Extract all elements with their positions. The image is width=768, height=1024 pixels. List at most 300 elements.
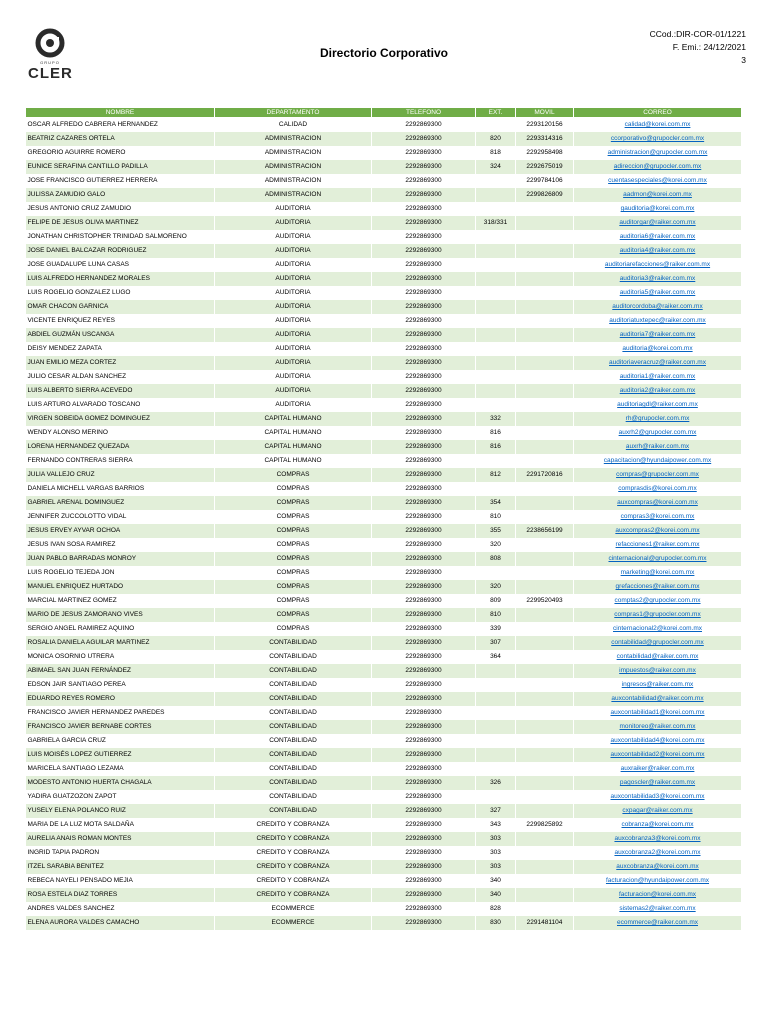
cell-name: REBECA NAYELI PENSADO MEJIA [26,874,215,888]
cell-phone: 2292869300 [372,188,476,202]
cell-email-link[interactable]: auditorcordoba@raiker.com.mx [574,300,742,314]
document-meta [650,28,746,67]
cell-name: JESUS IVAN SOSA RAMIREZ [26,538,215,552]
cell-department: AUDITORIA [215,300,372,314]
cell-email-link[interactable]: auditoria3@raiker.com.mx [574,272,742,286]
cell-extension: 820 [476,132,516,146]
cell-phone: 2292869300 [372,552,476,566]
cell-mobile [516,216,574,230]
cell-department: COMPRAS [215,594,372,608]
cell-extension [476,384,516,398]
cell-email-link[interactable]: pagoscler@raiker.com.mx [574,776,742,790]
table-row [26,888,742,902]
cell-mobile [516,622,574,636]
cell-phone: 2292869300 [372,776,476,790]
cell-phone: 2292869300 [372,230,476,244]
cell-phone: 2292869300 [372,146,476,160]
cell-phone: 2292869300 [372,272,476,286]
cell-mobile: 2293314316 [516,132,574,146]
cell-department: CONTABILIDAD [215,664,372,678]
table-row [26,160,742,174]
table-row [26,426,742,440]
table-row [26,398,742,412]
cell-mobile [516,496,574,510]
cell-name: VICENTE ENRIQUEZ REYES [26,314,215,328]
cell-name: JULISSA ZAMUDIO GALO [26,188,215,202]
cell-department: COMPRAS [215,580,372,594]
table-row [26,496,742,510]
cell-phone: 2292869300 [372,706,476,720]
cell-extension [476,454,516,468]
cell-department: CREDITO Y COBRANZA [215,846,372,860]
cell-phone: 2292869300 [372,860,476,874]
cell-extension: 326 [476,776,516,790]
cell-email-link[interactable]: auditoriagdl@raiker.com.mx [574,398,742,412]
cell-name: GABRIEL ARENAL DOMINGUEZ [26,496,215,510]
cell-department: AUDITORIA [215,272,372,286]
cell-email-link[interactable]: auditoria1@raiker.com.mx [574,370,742,384]
column-header-telefono: TELEFONO [372,108,476,118]
cell-name: OMAR CHACON GARNICA [26,300,215,314]
cell-email-link[interactable]: impuestos@raiker.com.mx [574,664,742,678]
table-row [26,762,742,776]
cell-name: YADIRA GUATZOZON ZAPOT [26,790,215,804]
cell-extension [476,230,516,244]
cell-name: MARICELA SANTIAGO LEZAMA [26,762,215,776]
table-row [26,300,742,314]
cell-email-link[interactable]: contabilidad@grupocler.com.mx [574,636,742,650]
cell-name: MARIO DE JESUS ZAMORANO VIVES [26,608,215,622]
cell-email-link[interactable]: comptas2@grupocler.com.mx [574,594,742,608]
cell-email-link[interactable]: facturacion@korei.com.mx [574,888,742,902]
cell-phone: 2292869300 [372,384,476,398]
cell-email-link[interactable]: auxcontabilidad2@korei.com.mx [574,748,742,762]
cell-name: LUIS ALBERTO SIERRA ACEVEDO [26,384,215,398]
column-header-correo: CORREO [574,108,742,118]
cell-extension [476,762,516,776]
cell-email-link[interactable]: refacciones1@raiker.com.mx [574,538,742,552]
cell-name: LUIS ROGELIO GONZALEZ LUGO [26,286,215,300]
cell-department: COMPRAS [215,510,372,524]
cell-email-link[interactable]: auxcontabilidad1@korei.com.mx [574,706,742,720]
cell-email-link[interactable]: cxpagar@raiker.com.mx [574,804,742,818]
cell-extension [476,356,516,370]
cell-department: CONTABILIDAD [215,636,372,650]
cell-extension: 303 [476,860,516,874]
cell-mobile: 2292958498 [516,146,574,160]
cell-extension: 332 [476,412,516,426]
table-row [26,440,742,454]
cell-department: CONTABILIDAD [215,776,372,790]
table-row [26,874,742,888]
cell-mobile [516,398,574,412]
cell-email-link[interactable]: auditoriarefacciones@raiker.com.mx [574,258,742,272]
cell-phone: 2292869300 [372,678,476,692]
cell-department: CREDITO Y COBRANZA [215,860,372,874]
cell-phone: 2292869300 [372,664,476,678]
table-row [26,860,742,874]
cell-mobile [516,510,574,524]
cell-email-link[interactable]: comprasdis@korei.com.mx [574,482,742,496]
cell-department: AUDITORIA [215,244,372,258]
cell-department: ADMINISTRACION [215,160,372,174]
column-header-departamento: DEPARTAMENTO [215,108,372,118]
cell-email-link[interactable]: grefacciones@raiker.com.mx [574,580,742,594]
table-row [26,510,742,524]
cell-mobile: 2291481104 [516,916,574,930]
table-row [26,132,742,146]
cell-name: ITZEL SARABIA BENITEZ [26,860,215,874]
cell-department: CREDITO Y COBRANZA [215,832,372,846]
cell-name: INGRID TAPIA PADRON [26,846,215,860]
cell-email-link[interactable]: ecommerce@raiker.com.mx [574,916,742,930]
table-row [26,412,742,426]
cell-mobile [516,272,574,286]
cell-phone: 2292869300 [372,510,476,524]
cell-email-link[interactable]: auditoria7@raiker.com.mx [574,328,742,342]
cell-email-link[interactable]: compras3@korei.com.mx [574,510,742,524]
cell-email-link[interactable]: auxcobranza2@korei.com.mx [574,846,742,860]
cell-phone: 2292869300 [372,202,476,216]
cell-email-link[interactable]: auditoria2@raiker.com.mx [574,384,742,398]
cell-phone: 2292869300 [372,496,476,510]
cell-email-link[interactable]: auxraiker@raiker.com.mx [574,762,742,776]
table-row [26,188,742,202]
cell-phone: 2292869300 [372,734,476,748]
cell-extension [476,328,516,342]
cell-name: JULIA VALLEJO CRUZ [26,468,215,482]
table-row [26,734,742,748]
cell-department: AUDITORIA [215,328,372,342]
table-row [26,622,742,636]
cell-email-link[interactable]: auxcontabilidad3@korei.com.mx [574,790,742,804]
cell-email-link[interactable]: contabilidad@raiker.com.mx [574,650,742,664]
cell-extension: 810 [476,608,516,622]
cell-email-link[interactable]: auxcobranza3@korei.com.mx [574,832,742,846]
cell-email-link[interactable]: aadmon@korei.com.mx [574,188,742,202]
cell-phone: 2292869300 [372,482,476,496]
table-row [26,146,742,160]
cell-name: LORENA HERNANDEZ QUEZADA [26,440,215,454]
cell-email-link[interactable]: cobranza@korei.com.mx [574,818,742,832]
cell-name: BEATRIZ CAZARES ORTELA [26,132,215,146]
cell-mobile [516,384,574,398]
column-header-movil: MOVIL [516,108,574,118]
cell-phone: 2292869300 [372,818,476,832]
cell-name: JESUS ANTONIO CRUZ ZAMUDIO [26,202,215,216]
table-row [26,524,742,538]
table-row [26,384,742,398]
cell-phone: 2292869300 [372,300,476,314]
cell-department: COMPRAS [215,538,372,552]
table-header-row [26,108,742,118]
cell-extension: 320 [476,580,516,594]
cell-department: CREDITO Y COBRANZA [215,874,372,888]
cell-email-link[interactable]: auxrh@raiker.com.mx [574,440,742,454]
cell-mobile [516,692,574,706]
cell-name: EUNICE SERAFINA CANTILLO PADILLA [26,160,215,174]
cell-extension [476,748,516,762]
cell-email-link[interactable]: monitoreo@raiker.com.mx [574,720,742,734]
cell-name: SERGIO ANGEL RAMIREZ AQUINO [26,622,215,636]
cell-department: AUDITORIA [215,384,372,398]
table-row [26,608,742,622]
cell-phone: 2292869300 [372,762,476,776]
cell-department: COMPRAS [215,496,372,510]
cell-mobile: 2299825892 [516,818,574,832]
table-row [26,650,742,664]
cell-name: OSCAR ALFREDO CABRERA HERNANDEZ [26,118,215,133]
cell-email-link[interactable]: facturacion@hyundaipower.com.mx [574,874,742,888]
cell-email-link[interactable]: cinternacional2@korei.com.mx [574,622,742,636]
cell-phone: 2292869300 [372,426,476,440]
table-row [26,594,742,608]
cell-department: CONTABILIDAD [215,650,372,664]
cell-phone: 2292869300 [372,286,476,300]
cell-phone: 2292869300 [372,370,476,384]
cell-name: LUIS ARTURO ALVARADO TOSCANO [26,398,215,412]
cell-mobile: 2299784106 [516,174,574,188]
cell-phone: 2292869300 [372,356,476,370]
cell-email-link[interactable]: compras@grupocler.com.mx [574,468,742,482]
cell-name: FERNANDO CONTRERAS SIERRA [26,454,215,468]
table-row [26,216,742,230]
cell-department: ADMINISTRACION [215,132,372,146]
cell-name: MANUEL ENRIQUEZ HURTADO [26,580,215,594]
cell-email-link[interactable]: auditoria6@raiker.com.mx [574,230,742,244]
table-row [26,580,742,594]
table-row [26,664,742,678]
table-row [26,118,742,133]
cell-department: AUDITORIA [215,398,372,412]
cell-extension [476,202,516,216]
cell-mobile [516,300,574,314]
cell-email-link[interactable]: cinternacional@grupocler.com.mx [574,552,742,566]
cell-department: CAPITAL HUMANO [215,412,372,426]
cell-phone: 2292869300 [372,902,476,916]
cell-mobile [516,440,574,454]
table-body [26,118,742,931]
cell-extension: 810 [476,510,516,524]
cell-email-link[interactable]: auxcompras2@korei.com.mx [574,524,742,538]
cell-mobile [516,832,574,846]
cell-department: COMPRAS [215,482,372,496]
cell-extension: 830 [476,916,516,930]
cell-email-link[interactable]: auditoria5@raiker.com.mx [574,286,742,300]
table-row [26,846,742,860]
cell-extension: 340 [476,888,516,902]
cell-extension [476,678,516,692]
cell-phone: 2292869300 [372,566,476,580]
cell-email-link[interactable]: auditoriaveracruz@raiker.com.mx [574,356,742,370]
table-row [26,174,742,188]
table-row [26,272,742,286]
cell-email-link[interactable]: cuentasespeciales@korei.com.mx [574,174,742,188]
cell-phone: 2292869300 [372,790,476,804]
cell-department: CAPITAL HUMANO [215,454,372,468]
cell-department: AUDITORIA [215,230,372,244]
cell-extension [476,692,516,706]
cell-extension: 303 [476,832,516,846]
cell-name: EDSON JAIR SANTIAGO PEREA [26,678,215,692]
cell-name: ABIMAEL SAN JUAN FERNÁNDEZ [26,664,215,678]
cell-email-link[interactable]: auditoria@korei.com.mx [574,342,742,356]
cell-email-link[interactable]: adireccion@grupocler.com.mx [574,160,742,174]
cell-extension: 327 [476,804,516,818]
cell-department: AUDITORIA [215,258,372,272]
cell-mobile [516,720,574,734]
cell-mobile [516,762,574,776]
cell-name: DANIELA MICHELL VARGAS BARRIOS [26,482,215,496]
cell-department: CONTABILIDAD [215,748,372,762]
cell-email-link[interactable]: marketing@korei.com.mx [574,566,742,580]
cell-department: COMPRAS [215,608,372,622]
cell-email-link[interactable]: gauditoria@korei.com.mx [574,202,742,216]
cell-mobile [516,776,574,790]
cell-department: AUDITORIA [215,314,372,328]
table-row [26,832,742,846]
cell-name: ROSA ESTELA DIAZ TORRES [26,888,215,902]
cell-email-link[interactable]: auditoriatuxtepec@raiker.com.mx [574,314,742,328]
table-row [26,720,742,734]
cell-name: ABDIEL GUZMÁN USCANGA [26,328,215,342]
cell-mobile: 2293120156 [516,118,574,133]
cell-extension: 320 [476,538,516,552]
table-row [26,286,742,300]
cell-name: LUIS MOISÉS LOPEZ GUTIERREZ [26,748,215,762]
cell-extension [476,244,516,258]
cell-mobile: 2238656199 [516,524,574,538]
cell-mobile [516,636,574,650]
table-row [26,342,742,356]
table-row [26,818,742,832]
cell-mobile [516,412,574,426]
cell-name: JOSE DANIEL BALCAZAR RODRIGUEZ [26,244,215,258]
cell-email-link[interactable]: capacitacion@hyundaipower.com.mx [574,454,742,468]
cell-phone: 2292869300 [372,916,476,930]
cell-phone: 2292869300 [372,328,476,342]
logo-wordmark: CLER [28,65,73,82]
cell-phone: 2292869300 [372,454,476,468]
cell-email-link[interactable]: calidad@korei.com.mx [574,118,742,133]
cell-phone: 2292869300 [372,468,476,482]
cell-mobile: 2299826809 [516,188,574,202]
cell-mobile [516,426,574,440]
cell-name: DEISY MENDEZ ZAPATA [26,342,215,356]
cell-phone: 2292869300 [372,846,476,860]
cell-department: AUDITORIA [215,286,372,300]
cell-department: COMPRAS [215,524,372,538]
cell-department: CONTABILIDAD [215,720,372,734]
logo-tagline: GRUPO [40,60,60,65]
cell-department: AUDITORIA [215,370,372,384]
cell-extension [476,118,516,133]
cell-mobile [516,538,574,552]
cell-department: CONTABILIDAD [215,706,372,720]
cell-email-link[interactable]: auditoria4@raiker.com.mx [574,244,742,258]
table-row [26,636,742,650]
cell-email-link[interactable]: auxrh2@grupocler.com.mx [574,426,742,440]
cell-email-link[interactable]: auxcobranza@korei.com.mx [574,860,742,874]
cell-email-link[interactable]: auxcontabilidad@raiker.com.mx [574,692,742,706]
cell-extension: 354 [476,496,516,510]
cell-department: CAPITAL HUMANO [215,440,372,454]
table-row [26,748,742,762]
table-row [26,678,742,692]
cell-email-link[interactable]: ccorporativo@grupocler.com.mx [574,132,742,146]
cell-extension [476,398,516,412]
cell-mobile [516,328,574,342]
cell-extension [476,188,516,202]
cell-name: EDUARDO REYES ROMERO [26,692,215,706]
cell-email-link[interactable]: ingresos@raiker.com.mx [574,678,742,692]
cell-email-link[interactable]: auxcompras@korei.com.mx [574,496,742,510]
cell-email-link[interactable]: auxcontabilidad4@korei.com.mx [574,734,742,748]
table-row [26,370,742,384]
cell-name: MARIA DE LA LUZ MOTA SALDAÑA [26,818,215,832]
cell-name: VIRGEN SOBEIDA GOMEZ DOMINGUEZ [26,412,215,426]
cell-extension: 812 [476,468,516,482]
cell-phone: 2292869300 [372,244,476,258]
cell-email-link[interactable]: rh@grupocler.com.mx [574,412,742,426]
cell-email-link[interactable]: compras1@grupocler.com.mx [574,608,742,622]
cell-email-link[interactable]: administracion@grupocler.com.mx [574,146,742,160]
cell-extension [476,566,516,580]
cell-name: FRANCISCO JAVIER BERNABE CORTES [26,720,215,734]
table-row [26,916,742,930]
cell-phone: 2292869300 [372,118,476,133]
cell-phone: 2292869300 [372,132,476,146]
cell-name: ROSALIA DANIELA AGUILAR MARTINEZ [26,636,215,650]
cell-department: ECOMMERCE [215,902,372,916]
cell-phone: 2292869300 [372,650,476,664]
cell-mobile [516,650,574,664]
page-number: 3 [741,55,746,65]
cell-extension: 318/331 [476,216,516,230]
cell-extension [476,272,516,286]
cell-email-link[interactable]: auditorgar@raiker.com.mx [574,216,742,230]
cell-extension: 340 [476,874,516,888]
cell-department: ADMINISTRACION [215,188,372,202]
cell-phone: 2292869300 [372,258,476,272]
table-row [26,230,742,244]
cell-mobile [516,664,574,678]
cell-extension [476,314,516,328]
cell-mobile [516,888,574,902]
cell-mobile [516,608,574,622]
cell-extension: 339 [476,622,516,636]
cell-extension [476,370,516,384]
table-row [26,692,742,706]
cell-extension: 818 [476,146,516,160]
cell-mobile [516,790,574,804]
cell-department: CONTABILIDAD [215,692,372,706]
cell-extension: 303 [476,846,516,860]
cell-mobile [516,454,574,468]
cell-department: ECOMMERCE [215,916,372,930]
cell-department: CALIDAD [215,118,372,133]
table-row [26,902,742,916]
table-row [26,552,742,566]
cell-name: JONATHAN CHRISTOPHER TRINIDAD SALMORENO [26,230,215,244]
cell-mobile [516,482,574,496]
cell-mobile [516,860,574,874]
cell-email-link[interactable]: sistemas2@raiker.com.mx [574,902,742,916]
issue-date: F. Emi.: 24/12/2021 [672,42,746,52]
cell-department: CREDITO Y COBRANZA [215,818,372,832]
cell-phone: 2292869300 [372,412,476,426]
cell-department: CONTABILIDAD [215,790,372,804]
